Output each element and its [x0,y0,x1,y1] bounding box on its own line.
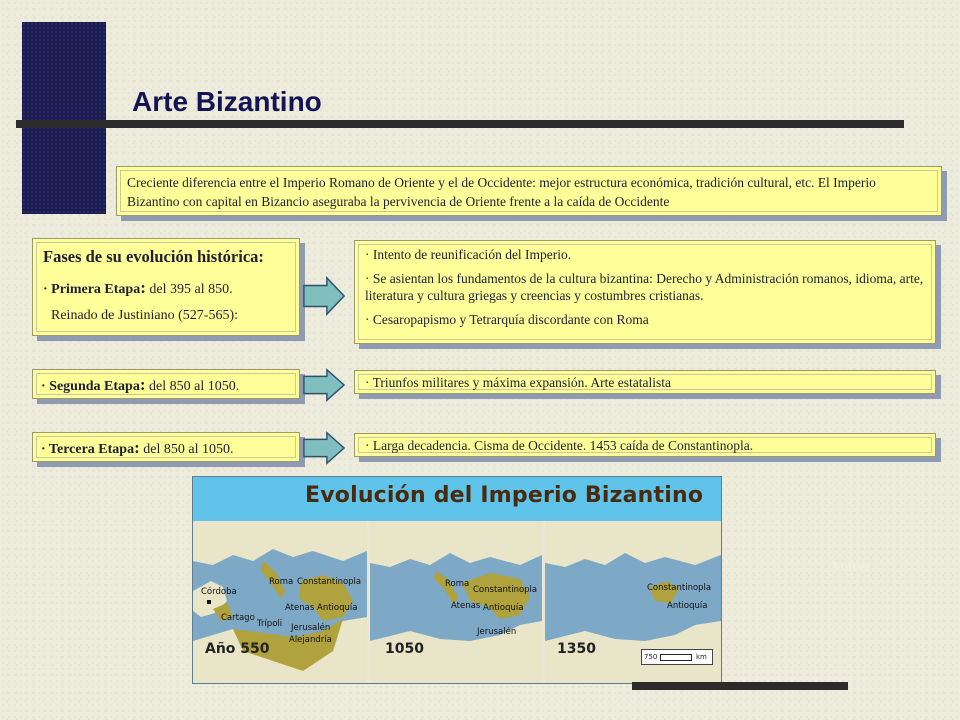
phases-heading: Fases de su evolución histórica: [43,247,264,266]
phase-first-colon: : [140,278,146,297]
phase-second-line [41,375,240,394]
city-label: Constantinopla [297,577,362,587]
city-label: Antioquía [483,603,524,613]
detail-first-item: · Cesaropapismo y Tetrarquía discordante con Roma [365,312,649,327]
volver-link[interactable]: Volver [832,560,872,575]
city-label: Constantinopla [473,585,538,595]
city-label: Roma [445,579,470,589]
intro-box [116,166,942,216]
detail-second-box [354,370,936,394]
city-label: Antioquía [667,601,708,611]
phase-first-bullet: · [43,282,52,297]
map-panel-550 [193,521,367,683]
page-title: Arte Bizantino [132,86,322,117]
phase-first-range: del 395 al 850. [145,282,233,297]
phase-third-bullet: · [41,442,49,457]
city-label: Roma [269,577,294,587]
city-label: Alejandría [289,635,332,645]
scale-bar-line [660,654,692,661]
side-decor-block [22,22,106,214]
map-title: Evolución del Imperio Bizantino [305,483,704,508]
detail-third-box [354,433,936,457]
city-label: Atenas [285,603,315,613]
phase-third-range: del 850 al 1050. [139,442,234,457]
city-label: Atenas [451,601,481,611]
phase-first-line [43,277,289,301]
phase-second-range: del 850 al 1050. [145,379,240,394]
arrow-right-icon [302,431,346,465]
intro-text: Creciente diferencia entre el Imperio Romano de Oriente y el de Occidente: mejor estructura económica, tradición cultural, etc. El Imperio Bizantino con capital en Bizancio aseguraba la pervivencia de Oriente frente a la caída de Occidente [127,175,876,209]
city-label: Constantinopla [647,583,712,593]
phase-third-colon: : [134,438,140,457]
detail-third-text: · Larga decadencia. Cisma de Occidente. 1453 caída de Constantinopla. [365,438,754,453]
city-dot [207,600,211,604]
detail-first-box [354,240,936,344]
city-label: Cartago [221,613,255,623]
city-label: Jerusalén [477,627,517,637]
phase-second-box [32,369,300,399]
map-year-label: Año 550 [205,641,270,657]
scale-value: 750 [644,653,658,661]
arrow-right-icon [302,368,346,402]
city-label: Jerusalén [291,623,331,633]
phase-third-box [32,432,300,462]
phase-third-line [41,438,234,457]
title-rule [16,120,904,128]
city-label: Trípoli [257,619,283,629]
map-year-label: 1350 [557,641,596,657]
phase-second-label: Segunda Etapa [49,379,140,394]
phase-first-label: Primera Etapa [51,282,141,297]
phase-first-reign: Reinado de Justiniano (527-565): [51,308,239,323]
city-label: Córdoba [201,587,237,597]
phase-second-colon: : [139,375,146,394]
map-scale-bar [641,649,713,665]
detail-first-item: · Se asientan los fundamentos de la cultura bizantina: Derecho y Administración romanos, idioma, arte, literatura y cultura griegas y creencias y costumbres cristianas. [365,271,924,303]
scale-unit: km [696,653,707,661]
footer-rule [632,682,848,690]
detail-second-text: · Triunfos militares y máxima expansión. Arte estatalista [365,375,671,390]
map-year-label: 1050 [385,641,424,657]
city-label: Antioquía [317,603,358,613]
byzantine-map-image [192,476,722,684]
phase-second-bullet: · [41,379,50,394]
detail-first-item: · Intento de reunificación del Imperio. [365,247,572,262]
arrow-right-icon [302,276,346,316]
phase-third-label: Tercera Etapa [48,442,135,457]
phase-first-box [32,238,300,336]
